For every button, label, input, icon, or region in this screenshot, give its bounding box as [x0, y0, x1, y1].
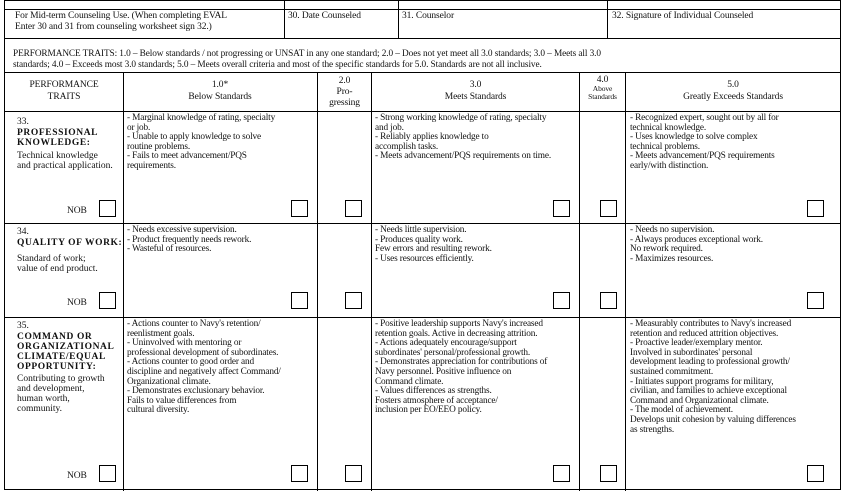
col-above-l1: Above — [592, 84, 613, 93]
below-standards-checkbox[interactable] — [291, 292, 308, 309]
midterm-note-line1: For Mid-term Counseling Use. (When completing EVAL — [15, 11, 227, 21]
col-meets-score: 3.0 — [469, 80, 482, 90]
traits-legend-line2: standards; 4.0 – Exceeds most 3.0 standards; 5.0 – Meets overall criteria and most of the specific standards for 5.0. Standards are not all inclusive. — [13, 60, 542, 70]
counselor-field[interactable] — [399, 10, 606, 37]
traits-legend-line1: PERFORMANCE TRAITS: 1.0 – Below standards / not progressing or UNSAT in any one standard; 2.0 – Does not yet meet all 3.0 standards; 3.0 – Meets all 3.0 — [13, 49, 601, 59]
col-progressing-l1: Pro- — [336, 87, 353, 97]
nob-checkbox[interactable] — [99, 200, 116, 217]
col-progressing-score: 2.0 — [338, 76, 351, 86]
nob-checkbox[interactable] — [99, 465, 116, 482]
below-standards-checkbox[interactable] — [291, 200, 308, 217]
below-standards-text: - Actions counter to Navy's retention/ reenlistment goals. - Uninvolved with mentoring or professional development of subordinates. - Actions counter to good order and discipline and negatively affect Command/ Organizational climate. - Demonstrates exclusionary behavior. Fails to value differences from cultural diversity. — [127, 319, 281, 416]
col-below-label: Below Standards — [188, 92, 252, 102]
col-greatly-label: Greatly Exceeds Standards — [683, 92, 783, 102]
trait-number: 34. — [17, 227, 29, 237]
meets-standards-checkbox[interactable] — [553, 465, 570, 482]
signature-field[interactable] — [608, 10, 840, 37]
below-standards-checkbox[interactable] — [291, 465, 308, 482]
nob-label: NOB — [67, 471, 87, 481]
above-standards-checkbox[interactable] — [600, 200, 617, 217]
trait-desc-line: Technical knowledge — [17, 151, 98, 161]
col-meets-label: Meets Standards — [444, 92, 507, 102]
trait-desc-line: and practical application. — [17, 161, 113, 171]
col-above-l2: Standards — [588, 92, 617, 101]
trait-number: 35. — [17, 321, 29, 331]
progressing-checkbox[interactable] — [345, 465, 362, 482]
trait-title-line: CLIMATE/EQUAL — [17, 352, 106, 362]
progressing-checkbox[interactable] — [345, 200, 362, 217]
trait-title-line: QUALITY OF WORK: — [17, 238, 123, 248]
greatly-exceeds-text: - Recognized expert, sought out by all for technical knowledge. - Uses knowledge to solve complex technical problems. - Meets advancement/PQS requirements early/with distinction. — [630, 113, 779, 171]
above-standards-checkbox[interactable] — [600, 465, 617, 482]
trait-desc-line: value of end product. — [17, 264, 98, 274]
trait-title-line: PROFESSIONAL — [17, 128, 99, 138]
col-greatly-score: 5.0 — [727, 80, 739, 90]
above-standards-checkbox[interactable] — [600, 292, 617, 309]
greatly-exceeds-text: - Measurably contributes to Navy's increased retention and reduced attrition objectives. - Proactive leader/exemplary mentor. Involved in subordinates' personal development leading to professional growth/ sustained commitment. - Initiates support programs for military, civilian, and families to achieve exceptional Command and Organizational climate. - The model of achievement. Develops unit cohesion by valuing differences as strengths. — [630, 319, 796, 435]
date-counseled-label: 30. Date Counseled — [288, 11, 361, 21]
trait-desc-line: Standard of work; — [17, 254, 86, 264]
eval-form — [4, 0, 841, 490]
trait-title-line: COMMAND OR — [17, 332, 93, 342]
meets-standards-text: - Strong working knowledge of rating, specialty and job. - Reliably applies knowledge to accomplish tasks. - Meets advancement/PQS requirements on time. — [375, 113, 552, 162]
trait-number: 33. — [17, 117, 29, 127]
midterm-note-line2: Enter 30 and 31 from counseling worksheet sign 32.) — [15, 22, 212, 32]
col-traits-l2: TRAITS — [47, 92, 81, 102]
meets-standards-text: - Needs little supervision. - Produces quality work. Few errors and resulting rework. - Uses resources efficiently. — [375, 225, 492, 264]
meets-standards-text: - Positive leadership supports Navy's increased retention goals. Active in decreasing attrition. - Actions adequately encourage/support subordinates' personal/professional growth. - Demonstrates appreciation for contributions of Navy personnel. Positive influence on Command climate. - Values differences as strengths. Fosters atmosphere of acceptance/ inclusion per EO/EEO policy. — [375, 319, 548, 416]
below-standards-text: - Marginal knowledge of rating, specialty or job. - Unable to apply knowledge to solve routine problems. - Fails to meet advancement/PQS requirements. — [127, 113, 276, 171]
col-traits-l1: PERFORMANCE — [29, 80, 99, 90]
date-counseled-field[interactable] — [285, 10, 397, 37]
meets-standards-checkbox[interactable] — [553, 292, 570, 309]
col-above-score: 4.0 — [596, 75, 609, 85]
greatly-exceeds-checkbox[interactable] — [807, 200, 824, 217]
nob-label: NOB — [67, 206, 87, 216]
trait-desc-line: and development, — [17, 384, 85, 394]
below-standards-text: - Needs excessive supervision. - Product frequently needs rework. - Wasteful of resources. — [127, 225, 252, 255]
greatly-exceeds-checkbox[interactable] — [807, 465, 824, 482]
trait-title-line: OPPORTUNITY: — [17, 362, 97, 372]
counselor-label: 31. Counselor — [402, 11, 455, 21]
signature-label: 32. Signature of Individual Counseled — [612, 11, 754, 21]
trait-desc-line: human worth, — [17, 394, 70, 404]
nob-checkbox[interactable] — [99, 292, 116, 309]
greatly-exceeds-text: - Needs no supervision. - Always produces exceptional work. No rework required. - Maximizes resources. — [630, 225, 763, 264]
trait-title-line: KNOWLEDGE: — [17, 138, 91, 148]
trait-desc-line: community. — [17, 404, 63, 414]
trait-title-line: ORGANIZATIONAL — [17, 342, 115, 352]
nob-label: NOB — [67, 298, 87, 308]
meets-standards-checkbox[interactable] — [553, 200, 570, 217]
trait-desc-line: Contributing to growth — [17, 374, 105, 384]
col-progressing-l2: gressing — [329, 98, 360, 108]
col-below-score: 1.0* — [211, 80, 229, 90]
progressing-checkbox[interactable] — [345, 292, 362, 309]
greatly-exceeds-checkbox[interactable] — [807, 292, 824, 309]
